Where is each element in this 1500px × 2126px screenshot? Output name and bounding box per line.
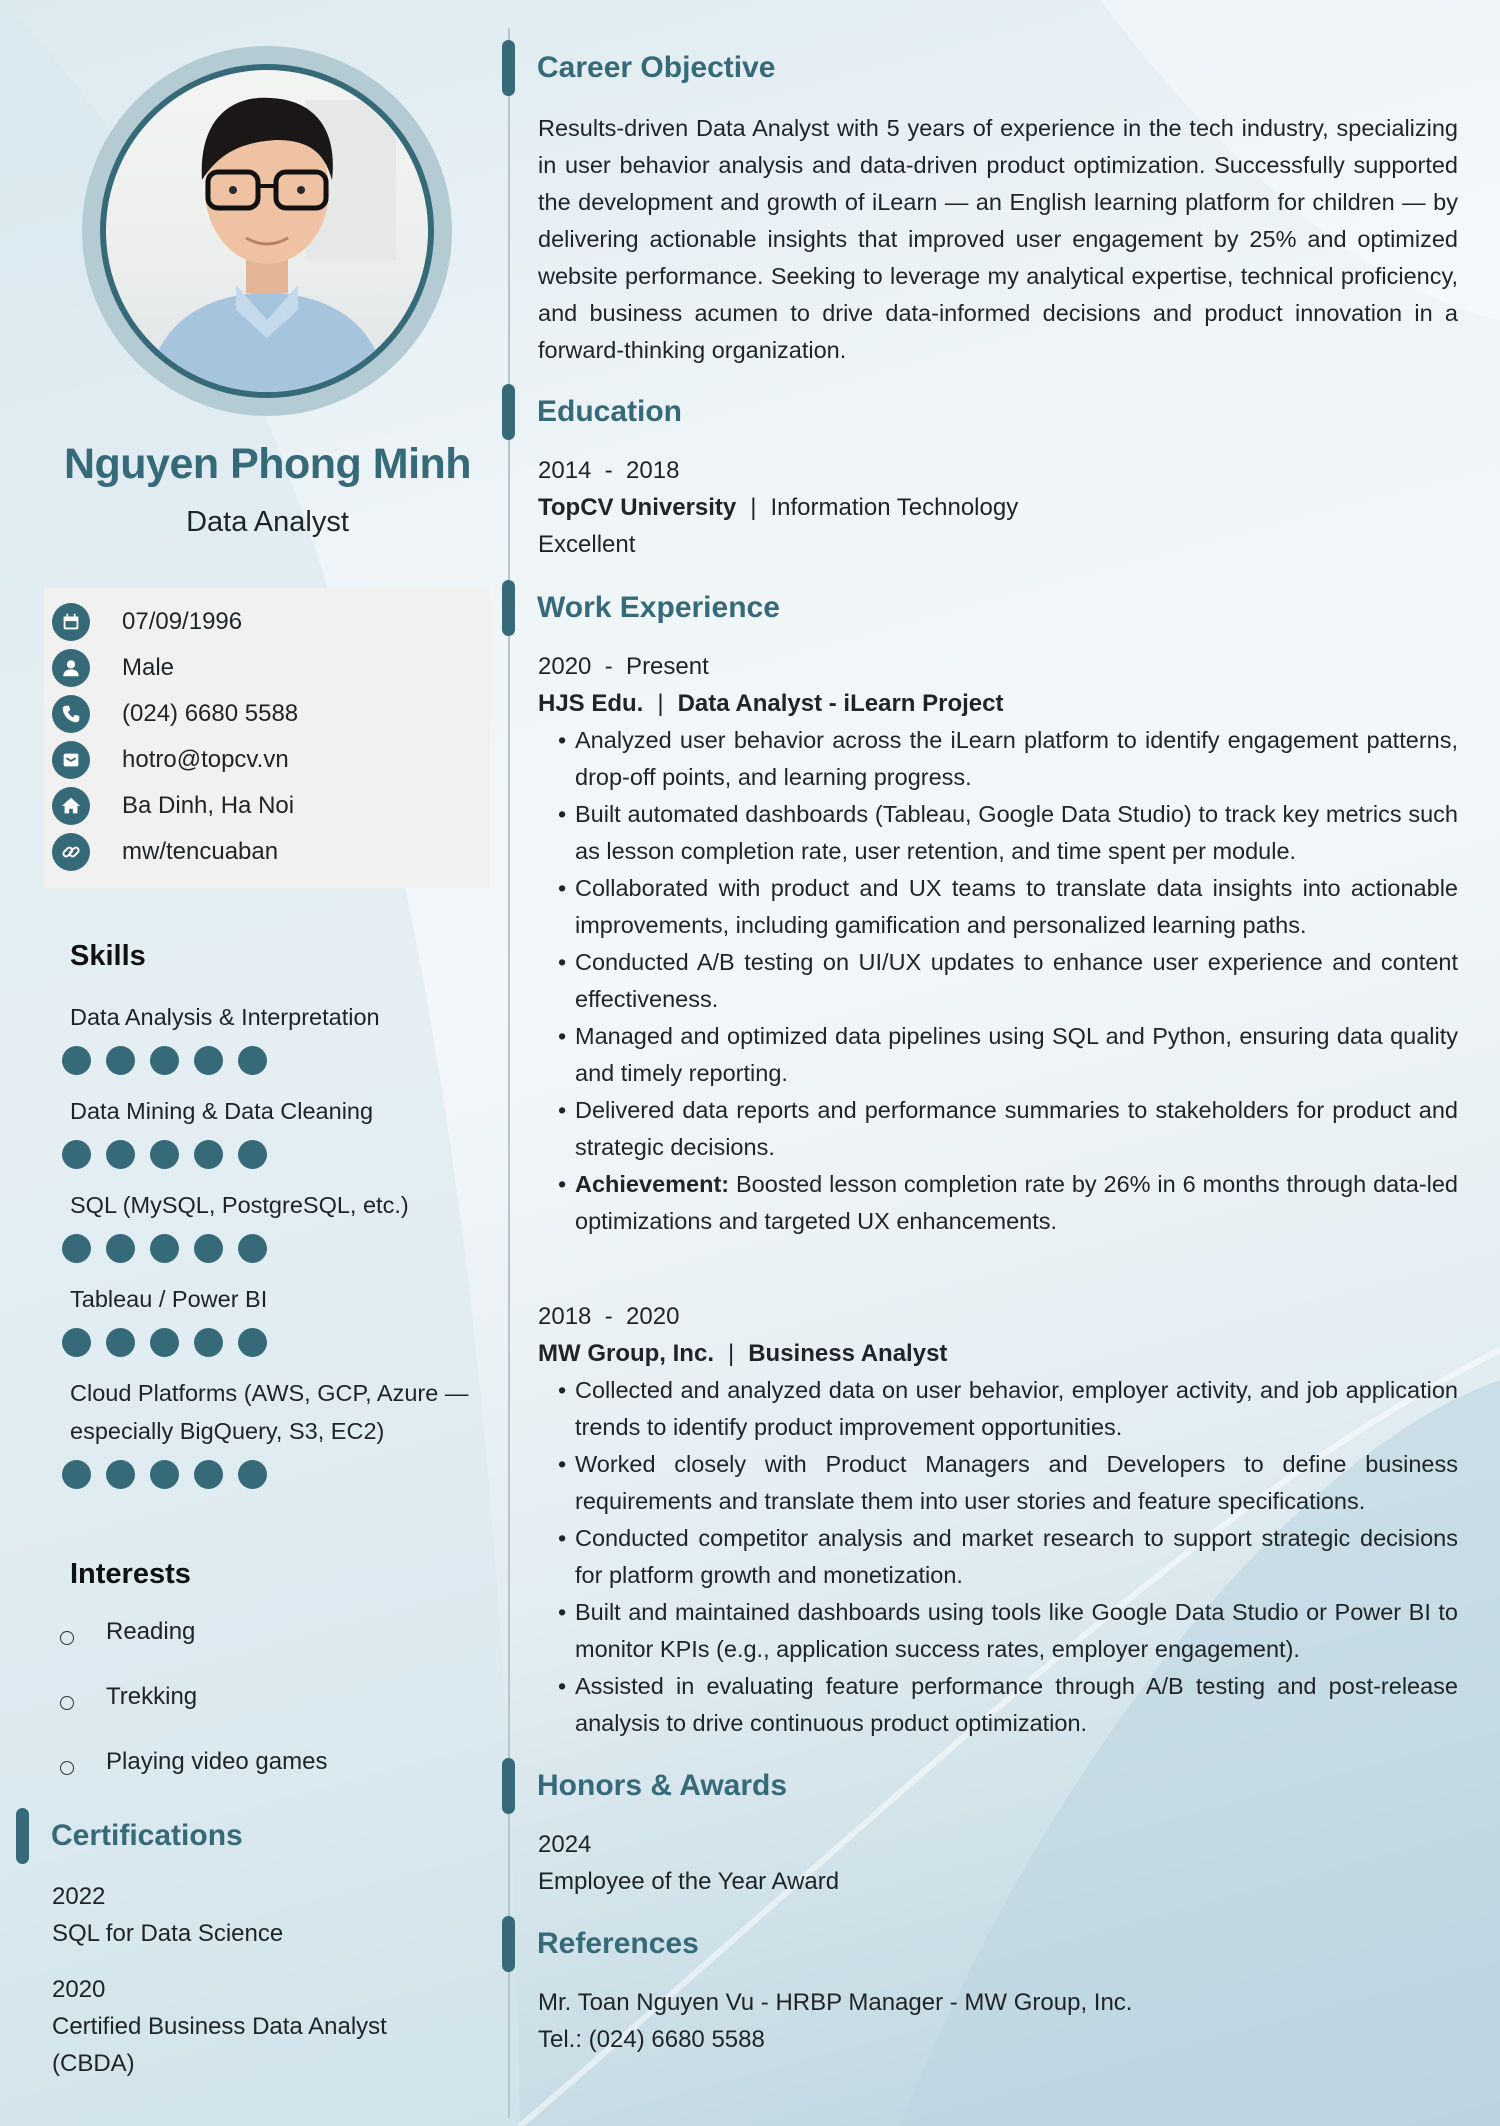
section-title: Honors & Awards <box>537 1769 788 1802</box>
section-title: Certifications <box>51 1819 243 1852</box>
cert-name: SQL for Data Science <box>52 1920 284 1947</box>
list-item: • Managed and optimized data pipelines using SQL and Python, ensuring data quality and timely reporting. <box>538 1018 1458 1092</box>
profile-title: Data Analyst <box>186 506 349 538</box>
job-header <box>538 1335 947 1372</box>
list-item: • Delivered data reports and performance summaries to stakeholders for product and strategic decisions. <box>538 1092 1458 1166</box>
rating-dot <box>150 1460 179 1489</box>
section-marker <box>502 384 515 440</box>
rating-dot <box>150 1234 179 1263</box>
education-school-line <box>538 489 1018 526</box>
rating-dot <box>238 1460 267 1489</box>
skills-heading: Skills <box>70 940 146 972</box>
honor-year: 2024 <box>538 1831 592 1858</box>
contact-text: 07/09/1996 <box>122 608 243 635</box>
user-icon <box>52 649 90 687</box>
job-header <box>538 685 1003 722</box>
education-grade: Excellent <box>538 531 636 558</box>
section-marker <box>16 1808 29 1864</box>
achievement-text: Boosted lesson completion rate by 26% in 6 months through data-led optimizations and targeted UX enhancements. <box>575 1171 1459 1234</box>
rating-dot <box>238 1046 267 1075</box>
rating-dot <box>106 1460 135 1489</box>
references-heading <box>502 1916 699 1972</box>
cert-name: Certified Business Data Analyst (CBDA) <box>52 2013 387 2077</box>
certifications-heading <box>16 1808 243 1864</box>
rating-dot <box>194 1234 223 1263</box>
contact-panel <box>44 588 490 888</box>
rating-dot <box>62 1234 91 1263</box>
reference-tel: Tel.: (024) 6680 5588 <box>538 2026 765 2053</box>
list-item: • Analyzed user behavior across the iLearn platform to identify engagement patterns, drop-off points, and learning progress. <box>538 722 1458 796</box>
contact-phone <box>52 694 298 734</box>
job-role: Data Analyst - iLearn Project <box>677 690 1004 717</box>
rating-dot <box>238 1234 267 1263</box>
education-major: Information Technology <box>770 494 1019 521</box>
interest-item <box>60 1618 195 1646</box>
contact-website[interactable] <box>52 832 278 872</box>
section-marker <box>502 40 515 96</box>
interest-text: Reading <box>106 1618 196 1645</box>
cert-year: 2022 <box>52 1883 106 1910</box>
work-experience-heading <box>502 580 780 636</box>
rating-dot <box>106 1234 135 1263</box>
contact-text: Male <box>122 654 175 681</box>
skill-item <box>70 1092 470 1169</box>
list-item: • Collaborated with product and UX teams to translate data insights into actionable improvements, including gamification and personalized learning paths. <box>538 870 1458 944</box>
home-icon <box>52 787 90 825</box>
education-school: TopCV University <box>538 494 737 521</box>
avatar-frame <box>82 46 452 416</box>
calendar-icon <box>52 603 90 641</box>
rating-dot <box>106 1328 135 1357</box>
list-item: • Collected and analyzed data on user behavior, employer activity, and job application trends to identify product improvement opportunities. <box>538 1372 1458 1446</box>
job-bullet-list <box>538 1372 1458 1742</box>
list-item: • Conducted A/B testing on UI/UX updates to enhance user experience and content effectiveness. <box>538 944 1458 1018</box>
skill-name: Cloud Platforms (AWS, GCP, Azure — especially BigQuery, S3, EC2) <box>70 1380 469 1444</box>
profile-name: Nguyen Phong Minh <box>63 440 472 488</box>
list-item: • Assisted in evaluating feature performance through A/B testing and post-release analysis to drive continuous product optimization. <box>538 1668 1458 1742</box>
cert-year: 2020 <box>52 1976 106 2003</box>
contact-gender <box>52 648 174 688</box>
list-item: • Built automated dashboards (Tableau, Google Data Studio) to track key metrics such as lesson completion rate, user retention, and time spent per module. <box>538 796 1458 870</box>
job-role: Business Analyst <box>748 1340 948 1367</box>
contact-address <box>52 786 294 826</box>
job-period: 2020 - Present <box>538 653 709 680</box>
contact-email[interactable] <box>52 740 289 780</box>
email-icon <box>52 741 90 779</box>
circle-bullet-icon <box>60 1696 74 1710</box>
skill-rating <box>62 1140 470 1169</box>
rating-dot <box>106 1046 135 1075</box>
separator: | <box>727 1340 735 1367</box>
rating-dot <box>194 1140 223 1169</box>
interest-item <box>60 1683 197 1711</box>
skill-item <box>70 1374 480 1489</box>
skill-name: SQL (MySQL, PostgreSQL, etc.) <box>70 1192 409 1218</box>
separator: | <box>657 690 664 717</box>
skill-rating <box>62 1046 470 1075</box>
avatar <box>100 64 434 398</box>
education-period: 2014 - 2018 <box>538 457 680 484</box>
section-marker <box>502 580 515 636</box>
contact-text[interactable]: mw/tencuaban <box>122 838 279 865</box>
job-company: MW Group, Inc. <box>538 1340 714 1367</box>
circle-bullet-icon <box>60 1631 74 1645</box>
list-item: • Conducted competitor analysis and market research to support strategic decisions for platform growth and monetization. <box>538 1520 1458 1594</box>
link-icon <box>52 833 90 871</box>
skill-item <box>70 998 470 1075</box>
section-title: References <box>537 1927 699 1960</box>
contact-text: Ba Dinh, Ha Noi <box>122 792 295 819</box>
contact-text: (024) 6680 5588 <box>122 700 299 727</box>
rating-dot <box>106 1140 135 1169</box>
separator: | <box>750 494 757 521</box>
rating-dot <box>238 1328 267 1357</box>
phone-icon <box>52 695 90 733</box>
skill-name: Tableau / Power BI <box>70 1286 268 1312</box>
interest-text: Playing video games <box>106 1748 328 1775</box>
rating-dot <box>62 1328 91 1357</box>
rating-dot <box>150 1140 179 1169</box>
honor-award: Employee of the Year Award <box>538 1868 840 1895</box>
rating-dot <box>62 1460 91 1489</box>
section-marker <box>502 1916 515 1972</box>
education-heading <box>502 384 682 440</box>
skill-name: Data Mining & Data Cleaning <box>70 1098 374 1124</box>
sidebar <box>0 0 500 2126</box>
section-title: Education <box>537 395 683 428</box>
interests-heading: Interests <box>70 1558 191 1590</box>
rating-dot <box>194 1328 223 1357</box>
rating-dot <box>150 1328 179 1357</box>
job-company: HJS Edu. <box>538 690 644 717</box>
rating-dot <box>238 1140 267 1169</box>
achievement-item <box>538 1166 1458 1240</box>
main-content <box>508 0 1500 2126</box>
skill-rating <box>62 1234 470 1263</box>
section-title: Career Objective <box>537 51 776 84</box>
certification-item <box>52 1878 472 1952</box>
skill-item <box>70 1186 470 1263</box>
section-marker <box>502 1758 515 1814</box>
interest-text: Trekking <box>106 1683 198 1710</box>
achievement-label: Achievement: <box>575 1171 730 1197</box>
job-period: 2018 - 2020 <box>538 1303 680 1330</box>
rating-dot <box>62 1046 91 1075</box>
skill-rating <box>62 1328 470 1357</box>
skill-item <box>70 1280 470 1357</box>
rating-dot <box>194 1460 223 1489</box>
career-objective-heading <box>502 40 775 96</box>
list-item: • Worked closely with Product Managers and Developers to define business requirements and translate them into user stories and feature specifications. <box>538 1446 1458 1520</box>
rating-dot <box>194 1046 223 1075</box>
skill-name: Data Analysis & Interpretation <box>70 1004 380 1030</box>
section-title: Work Experience <box>537 591 780 624</box>
rating-dot <box>62 1140 91 1169</box>
contact-text[interactable]: hotro@topcv.vn <box>122 746 289 773</box>
circle-bullet-icon <box>60 1761 74 1775</box>
job-bullet-list <box>538 722 1458 1240</box>
interest-item <box>60 1748 327 1776</box>
reference-person: Mr. Toan Nguyen Vu - HRBP Manager - MW Group, Inc. <box>538 1989 1133 2016</box>
honors-heading <box>502 1758 787 1814</box>
rating-dot <box>150 1046 179 1075</box>
skill-rating <box>62 1460 480 1489</box>
career-objective-text: Results-driven Data Analyst with 5 years of experience in the tech industry, specializing in user behavior analysis and data-driven product optimization. Successfully supported the development and growth of iLearn — an English learning platform for children — by delivering actionable insights that improved user engagement by 25% and optimized website performance. Seeking to leverage my analytical expertise, technical proficiency, and business acumen to drive data-informed decisions and product innovation in a forward-thinking organization. <box>538 115 1458 363</box>
certification-item <box>52 1971 432 2082</box>
avatar-photo-icon <box>106 70 428 392</box>
contact-birthdate <box>52 602 242 642</box>
list-item: • Built and maintained dashboards using tools like Google Data Studio or Power BI to monitor KPIs (e.g., application success rates, employer engagement). <box>538 1594 1458 1668</box>
